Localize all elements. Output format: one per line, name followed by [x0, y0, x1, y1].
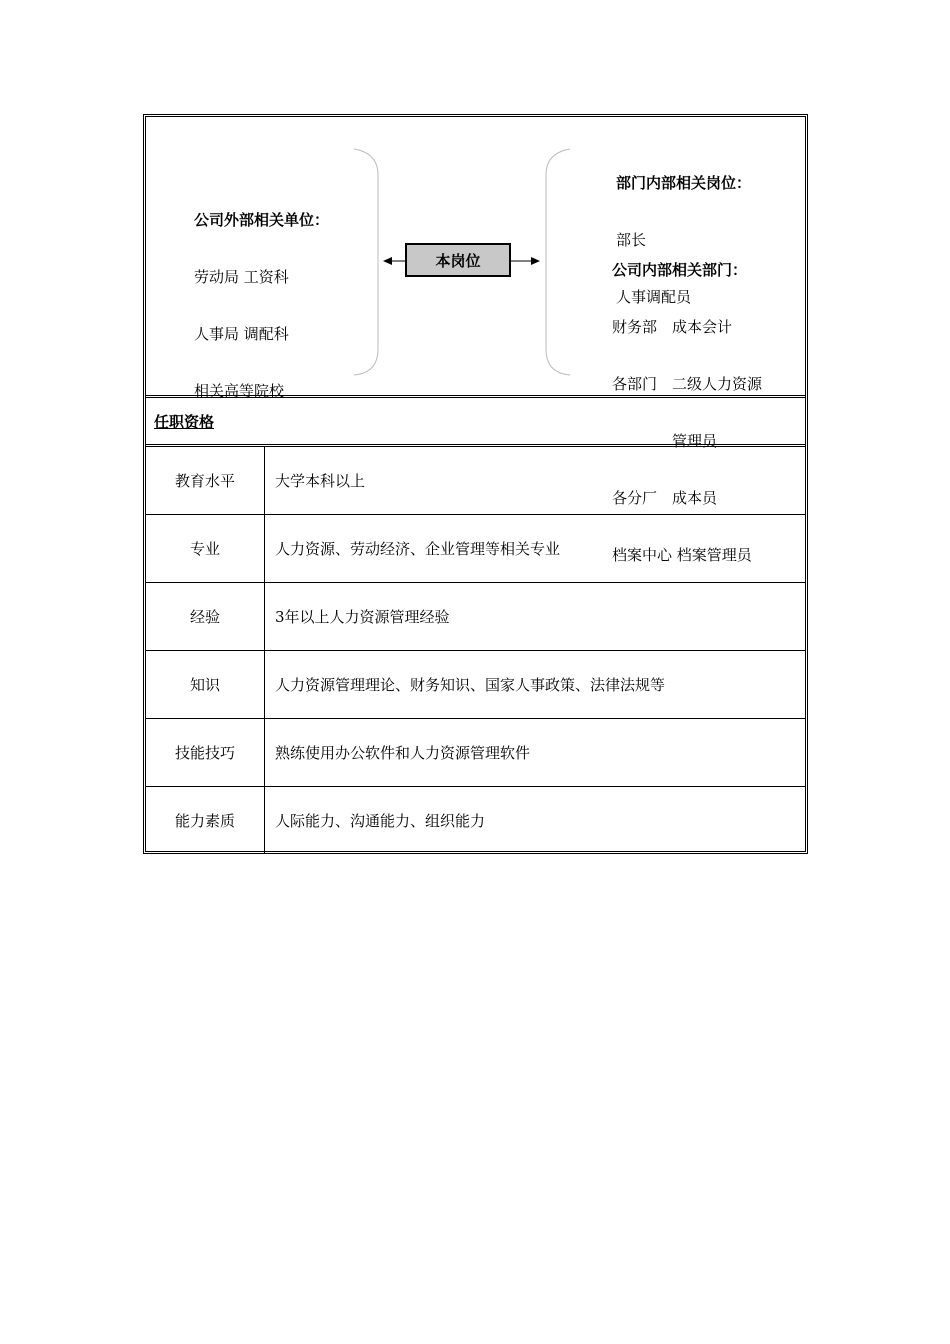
table-row — [146, 719, 805, 787]
qualifications-table — [146, 447, 805, 854]
row-label: 专业 — [146, 515, 265, 583]
right-arrow-head — [531, 257, 540, 265]
row-value: 人力资源、劳动经济、企业管理等相关专业 — [265, 515, 806, 583]
table-row — [146, 651, 805, 719]
row-value: 大学本科以上 — [265, 447, 806, 515]
row-label: 知识 — [146, 651, 265, 719]
external-units-heading: 公司外部相关单位： — [194, 211, 330, 229]
left-arrow-head — [383, 257, 392, 265]
row-label: 经验 — [146, 583, 265, 651]
this-position-box: 本岗位 — [405, 243, 511, 277]
company-internal-line: 各部门 二级人力资源 — [612, 375, 763, 393]
company-internal-line: 财务部 成本会计 — [612, 318, 733, 336]
company-internal-line: 档案中心 档案管理员 — [612, 546, 752, 564]
dept-internal-heading: 部门内部相关岗位： — [616, 174, 752, 192]
row-label: 技能技巧 — [146, 719, 265, 787]
row-value: 熟练使用办公软件和人力资源管理软件 — [265, 719, 806, 787]
row-value: 人际能力、沟通能力、组织能力 — [275, 812, 486, 830]
qualifications-title-text: 任职资格 — [154, 412, 215, 431]
row-label: 能力素质 — [146, 787, 265, 855]
dept-internal-line: 人事调配员 — [616, 288, 692, 306]
table-row — [146, 515, 805, 583]
qualifications-section-title — [146, 398, 805, 447]
external-unit-line: 劳动局 工资科 — [194, 268, 289, 286]
company-internal-heading: 公司内部相关部门： — [612, 261, 748, 279]
table-row — [146, 787, 805, 855]
right-bracket — [546, 149, 570, 375]
company-internal-line: 管理员 — [612, 432, 718, 450]
table-row — [146, 447, 805, 515]
row-value: 3年以上人力资源管理经验 — [265, 583, 806, 651]
external-unit-line: 相关高等院校 — [194, 382, 285, 400]
row-label: 教育水平 — [146, 447, 265, 515]
company-internal-line: 各分厂 成本员 — [612, 489, 718, 507]
job-description-frame — [143, 114, 808, 854]
dept-internal-line: 部长 — [616, 231, 647, 249]
row-value: 人力资源管理理论、财务知识、国家人事政策、法律法规等 — [265, 651, 806, 719]
left-bracket — [354, 149, 378, 375]
table-row — [146, 583, 805, 651]
external-unit-line: 人事局 调配科 — [194, 325, 289, 343]
